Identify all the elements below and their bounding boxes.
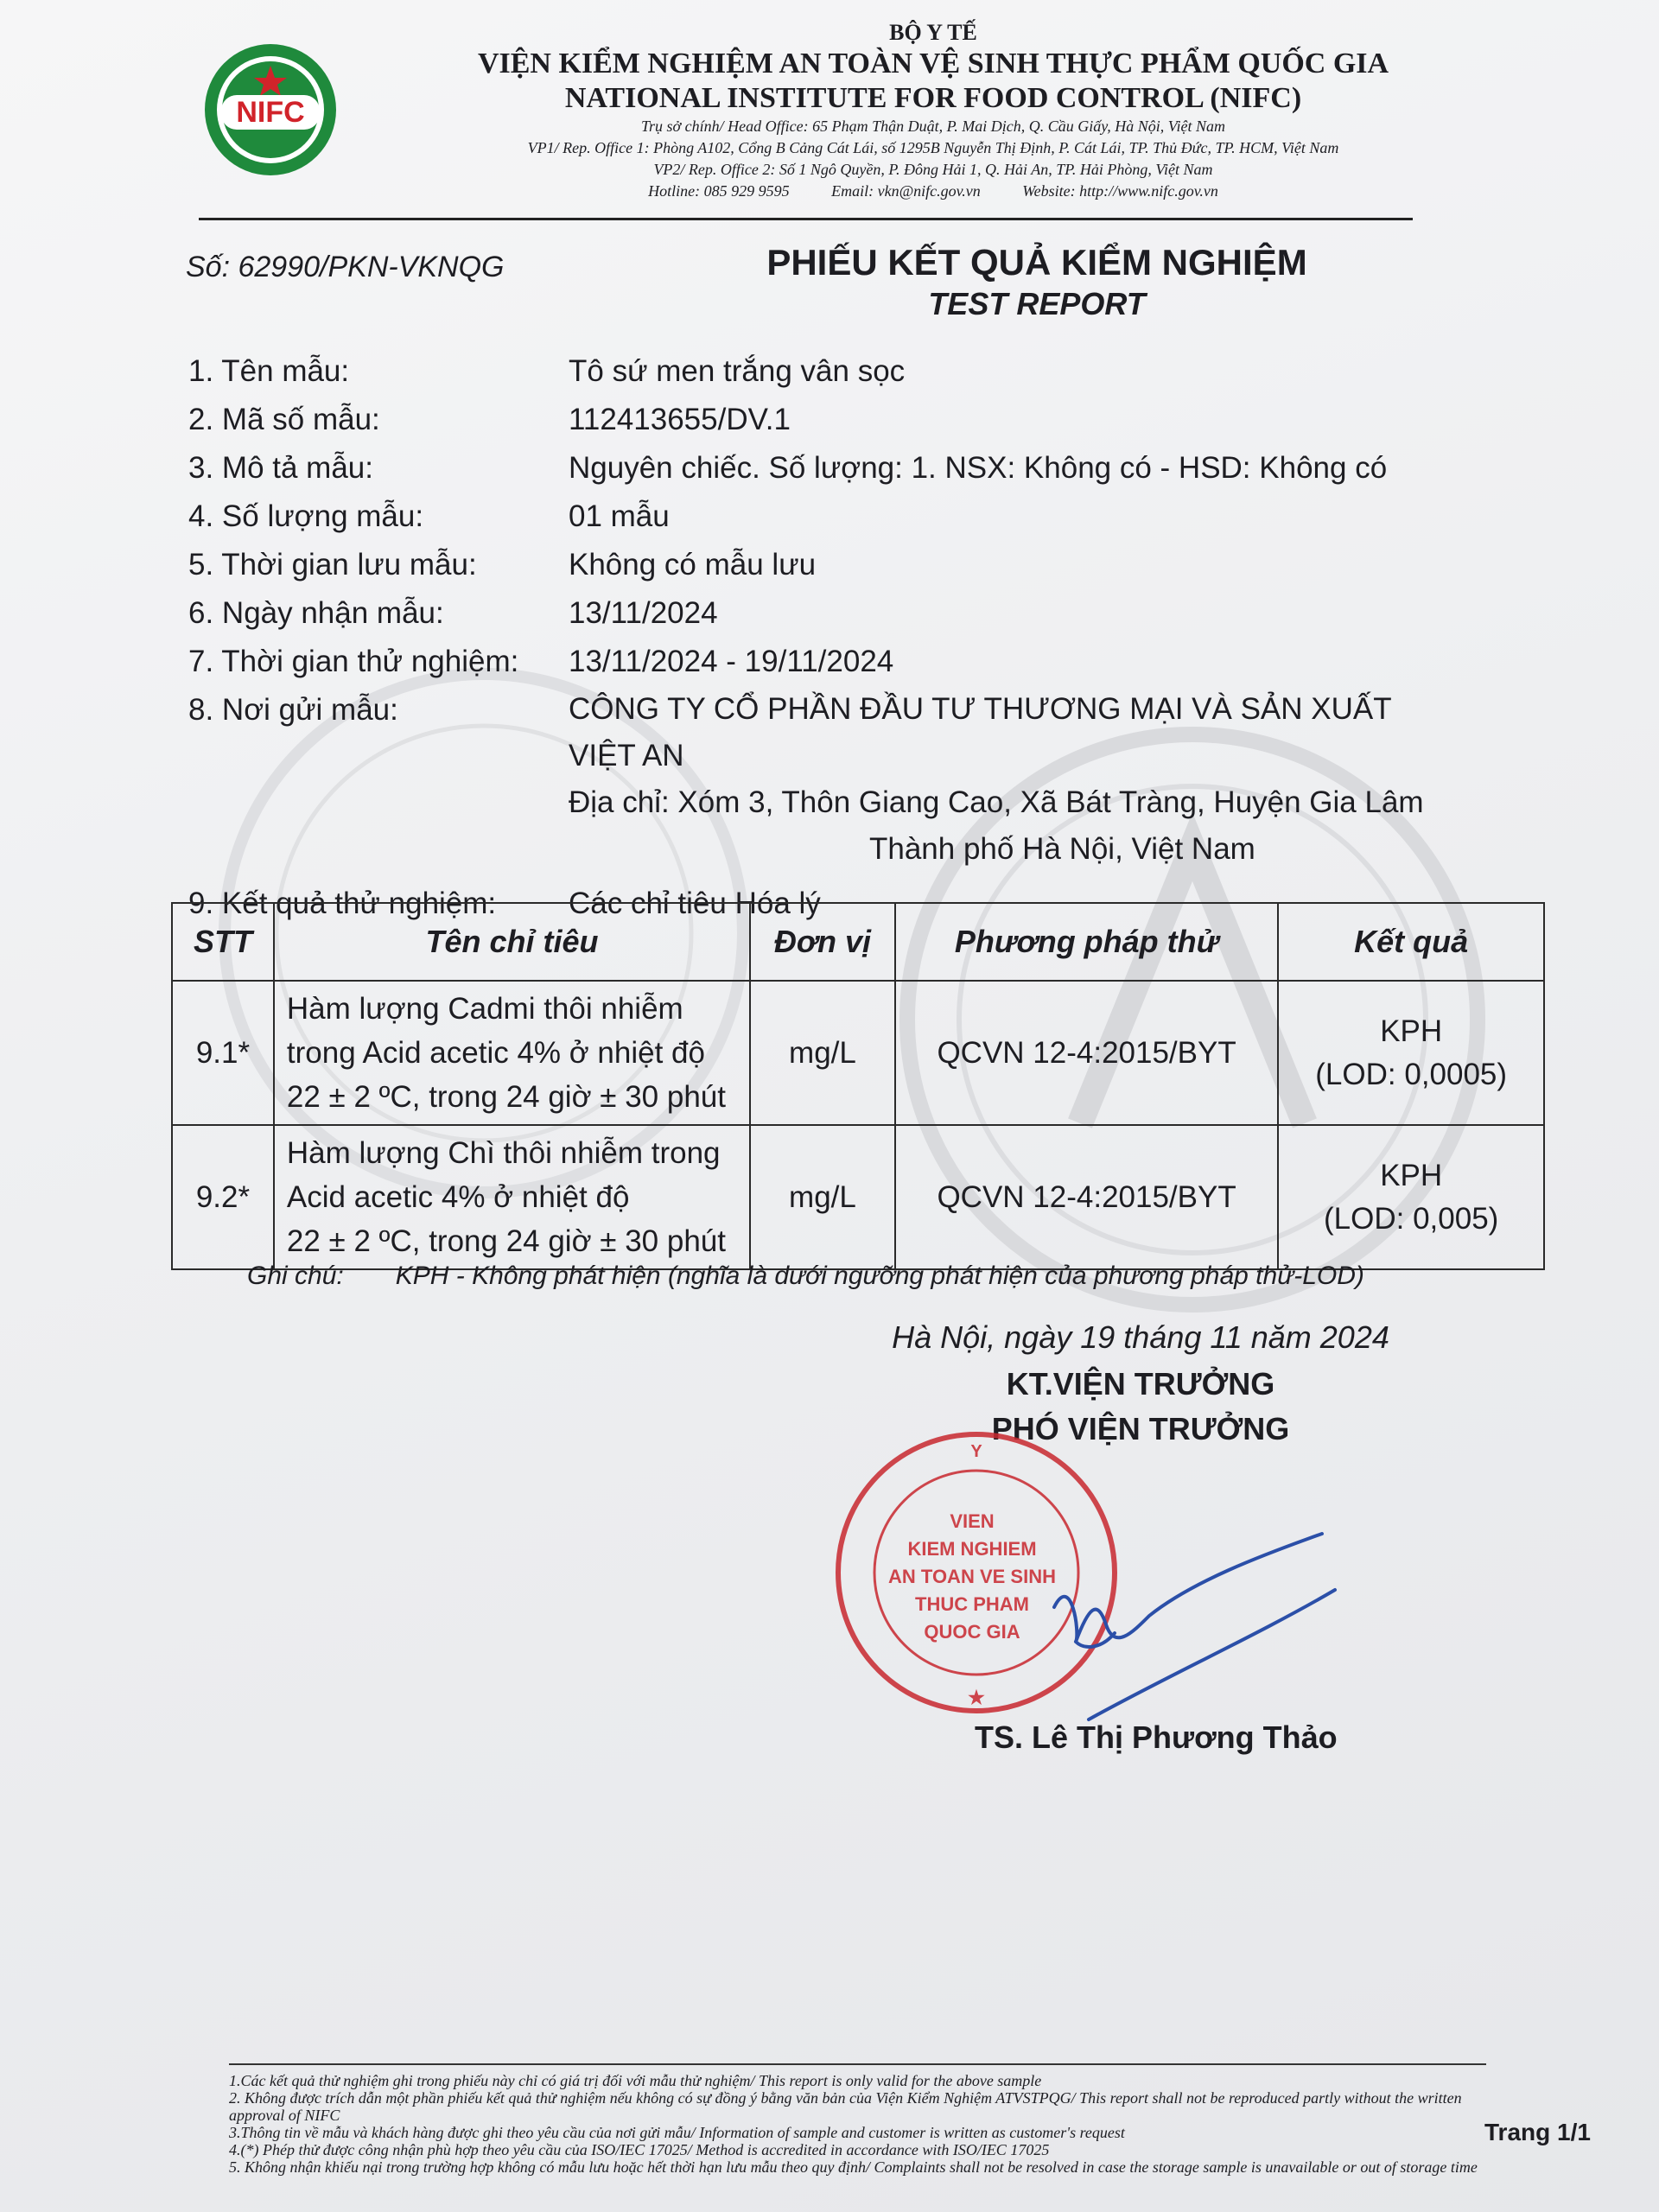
sender-row bbox=[188, 686, 1502, 873]
field-row bbox=[188, 589, 1502, 638]
rep-office-1-address: VP1/ Rep. Office 1: Phòng A102, Cổng B Cảng Cát Lái, số 1295B Nguyễn Thị Định, P. Cát Lái, TP. Thủ Đức, TP. HCM, Việt Nam bbox=[527, 139, 1339, 156]
field-value: Tô sứ men trắng vân sọc bbox=[569, 354, 906, 388]
field-value: 13/11/2024 bbox=[569, 596, 718, 630]
signer-position-2: PHÓ VIỆN TRƯỞNG bbox=[991, 1411, 1290, 1446]
svg-text:VIEN: VIEN bbox=[950, 1510, 995, 1532]
report-title bbox=[605, 240, 1469, 323]
field-label: 1. Tên mẫu: bbox=[188, 354, 350, 388]
table-header-row bbox=[172, 903, 1544, 981]
title-vi: PHIẾU KẾT QUẢ KIỂM NGHIỆM bbox=[766, 242, 1307, 283]
institute-name-vi: VIỆN KIỂM NGHIỆM AN TOÀN VỆ SINH THỰC PHẨM QUỐC GIA bbox=[477, 48, 1389, 79]
sender-company-line1: CÔNG TY CỔ PHẦN ĐẦU TƯ THƯƠNG MẠI VÀ SẢN XUẤT bbox=[569, 692, 1392, 726]
footnote: 5. Không nhận khiếu nại trong trường hợp không có mẫu lưu hoặc hết thời hạn lưu mẫu theo quy định/ Complaints shall not be resolved in case the storage sample is unavailable or out of storage time bbox=[229, 2158, 1478, 2176]
note-text: KPH - Không phát hiện (nghĩa là dưới ngưỡng phát hiện của phương pháp thử-LOD) bbox=[395, 1262, 1364, 1290]
col-header-stt: STT bbox=[172, 903, 274, 981]
field-row bbox=[188, 638, 1502, 686]
field-value: 01 mẫu bbox=[569, 499, 670, 533]
result-value: KPH bbox=[1380, 1158, 1443, 1192]
note-label: Ghi chú: bbox=[247, 1262, 344, 1290]
col-header-result: Kết quả bbox=[1278, 903, 1544, 981]
sender-address-line1: Địa chỉ: Xóm 3, Thôn Giang Cao, Xã Bát Tràng, Huyện Gia Lâm bbox=[569, 785, 1424, 819]
results-label: 9. Kết quả thử nghiệm: bbox=[188, 887, 497, 920]
field-value: 13/11/2024 - 19/11/2024 bbox=[569, 645, 894, 678]
field-value: Nguyên chiếc. Số lượng: 1. NSX: Không có - HSD: Không có bbox=[569, 451, 1388, 485]
result-lod: (LOD: 0,0005) bbox=[1315, 1057, 1508, 1091]
signer-position-1: KT.VIỆN TRƯỞNG bbox=[1006, 1366, 1275, 1402]
cell-method: QCVN 12-4:2015/BYT bbox=[895, 1125, 1278, 1269]
ministry-name: BỘ Y TẾ bbox=[889, 20, 977, 45]
indicator-line: Hàm lượng Cadmi thôi nhiễm bbox=[286, 992, 683, 1026]
field-label: 3. Mô tả mẫu: bbox=[188, 451, 373, 485]
field-label: 4. Số lượng mẫu: bbox=[188, 499, 424, 533]
cell-unit: mg/L bbox=[750, 1125, 895, 1269]
indicator-line: Hàm lượng Chì thôi nhiễm trong bbox=[286, 1136, 721, 1170]
field-value: 112413655/DV.1 bbox=[569, 403, 791, 436]
result-value: KPH bbox=[1380, 1014, 1443, 1048]
cell-result bbox=[1278, 1125, 1544, 1269]
title-en: TEST REPORT bbox=[928, 286, 1146, 321]
field-row bbox=[188, 396, 1502, 444]
svg-text:Y: Y bbox=[970, 1442, 982, 1461]
institute-name-en: NATIONAL INSTITUTE FOR FOOD CONTROL (NIFC) bbox=[564, 82, 1302, 114]
indicator-line: 22 ± 2 ºC, trong 24 giờ ± 30 phút bbox=[286, 1224, 726, 1258]
cell-stt: 9.1* bbox=[172, 981, 274, 1125]
report-number: Số: 62990/PKN-VKNQG bbox=[186, 251, 505, 283]
table-row bbox=[172, 981, 1544, 1125]
footnote: 2. Không được trích dẫn một phần phiếu kết quả thử nghiệm nếu không có sự đồng ý bằng văn bản của Viện Kiểm Nghiệm ATVSTPQG/ This report shall not be reproduced partly without the written approval of NIFC bbox=[229, 2089, 1462, 2124]
cell-indicator bbox=[274, 981, 750, 1125]
website: Website: http://www.nifc.gov.vn bbox=[1022, 182, 1218, 200]
field-label: 5. Thời gian lưu mẫu: bbox=[188, 548, 477, 582]
issue-date: Hà Nội, ngày 19 tháng 11 năm 2024 bbox=[892, 1319, 1389, 1355]
svg-text:QUOC GIA: QUOC GIA bbox=[924, 1621, 1020, 1643]
indicator-line: 22 ± 2 ºC, trong 24 giờ ± 30 phút bbox=[286, 1080, 726, 1114]
sender-value bbox=[569, 686, 1502, 873]
sample-info bbox=[188, 347, 1502, 928]
head-office-address: Trụ sở chính/ Head Office: 65 Phạm Thận Duật, P. Mai Dịch, Q. Cầu Giấy, Hà Nội, Việt Nam bbox=[641, 118, 1225, 135]
sender-address-line2: Thành phố Hà Nội, Việt Nam bbox=[869, 832, 1255, 866]
cell-stt: 9.2* bbox=[172, 1125, 274, 1269]
svg-text:NIFC: NIFC bbox=[236, 96, 305, 129]
field-row bbox=[188, 444, 1502, 493]
cell-method: QCVN 12-4:2015/BYT bbox=[895, 981, 1278, 1125]
indicator-line: trong Acid acetic 4% ở nhiệt độ bbox=[286, 1036, 705, 1070]
result-lod: (LOD: 0,005) bbox=[1324, 1201, 1499, 1236]
table-note bbox=[247, 1262, 1364, 1291]
results-value: Các chỉ tiêu Hóa lý bbox=[569, 887, 821, 920]
contact-line bbox=[328, 181, 1538, 201]
cell-indicator bbox=[274, 1125, 750, 1269]
rep-office-2-address: VP2/ Rep. Office 2: Số 1 Ngô Quyền, P. Đông Hải 1, Q. Hải An, TP. Hải Phòng, Việt Nam bbox=[653, 161, 1213, 178]
footnote: 3.Thông tin về mẫu và khách hàng được ghi theo yêu cầu của nơi gửi mẫu/ Information of sample and customer is written as customer's request bbox=[229, 2124, 1125, 2141]
svg-text:★: ★ bbox=[968, 1687, 985, 1708]
footnotes bbox=[229, 2072, 1499, 2176]
col-header-method: Phương pháp thử bbox=[895, 903, 1278, 981]
col-header-indicator: Tên chỉ tiêu bbox=[274, 903, 750, 981]
sender-label: 8. Nơi gửi mẫu: bbox=[188, 693, 398, 727]
field-value: Không có mẫu lưu bbox=[569, 548, 817, 582]
footnote: 1.Các kết quả thử nghiệm ghi trong phiếu này chỉ có giá trị đối với mẫu thử nghiệm/ This report is only valid for the above sample bbox=[229, 2072, 1042, 2089]
email: Email: vkn@nifc.gov.vn bbox=[831, 182, 981, 200]
institute-header bbox=[328, 19, 1538, 201]
field-label: 6. Ngày nhận mẫu: bbox=[188, 596, 444, 630]
indicator-line: Acid acetic 4% ở nhiệt độ bbox=[286, 1180, 630, 1214]
handwritten-signature bbox=[1037, 1503, 1348, 1728]
table-row bbox=[172, 1125, 1544, 1269]
svg-text:KIEM NGHIEM: KIEM NGHIEM bbox=[907, 1538, 1037, 1560]
field-row bbox=[188, 541, 1502, 589]
field-label: 2. Mã số mẫu: bbox=[188, 403, 380, 436]
footer-divider bbox=[229, 2063, 1486, 2065]
signer-name: TS. Lê Thị Phương Thảo bbox=[975, 1719, 1338, 1755]
sender-company-line2: VIỆT AN bbox=[569, 739, 684, 772]
svg-text:AN TOAN VE SINH: AN TOAN VE SINH bbox=[888, 1566, 1056, 1587]
cell-unit: mg/L bbox=[750, 981, 895, 1125]
page-number: Trang 1/1 bbox=[1484, 2119, 1591, 2145]
field-row bbox=[188, 493, 1502, 541]
results-table bbox=[171, 902, 1545, 1270]
footnote: 4.(*) Phép thử được công nhận phù hợp theo yêu cầu của ISO/IEC 17025/ Method is accredited in accordance with ISO/IEC 17025 bbox=[229, 2141, 1050, 2158]
field-label: 7. Thời gian thử nghiệm: bbox=[188, 645, 519, 678]
hotline: Hotline: 085 929 9595 bbox=[648, 182, 790, 200]
cell-result bbox=[1278, 981, 1544, 1125]
nifc-logo bbox=[197, 41, 344, 178]
header-divider bbox=[199, 218, 1413, 220]
col-header-unit: Đơn vị bbox=[750, 903, 895, 981]
field-row bbox=[188, 347, 1502, 396]
svg-text:THUC PHAM: THUC PHAM bbox=[915, 1593, 1029, 1615]
